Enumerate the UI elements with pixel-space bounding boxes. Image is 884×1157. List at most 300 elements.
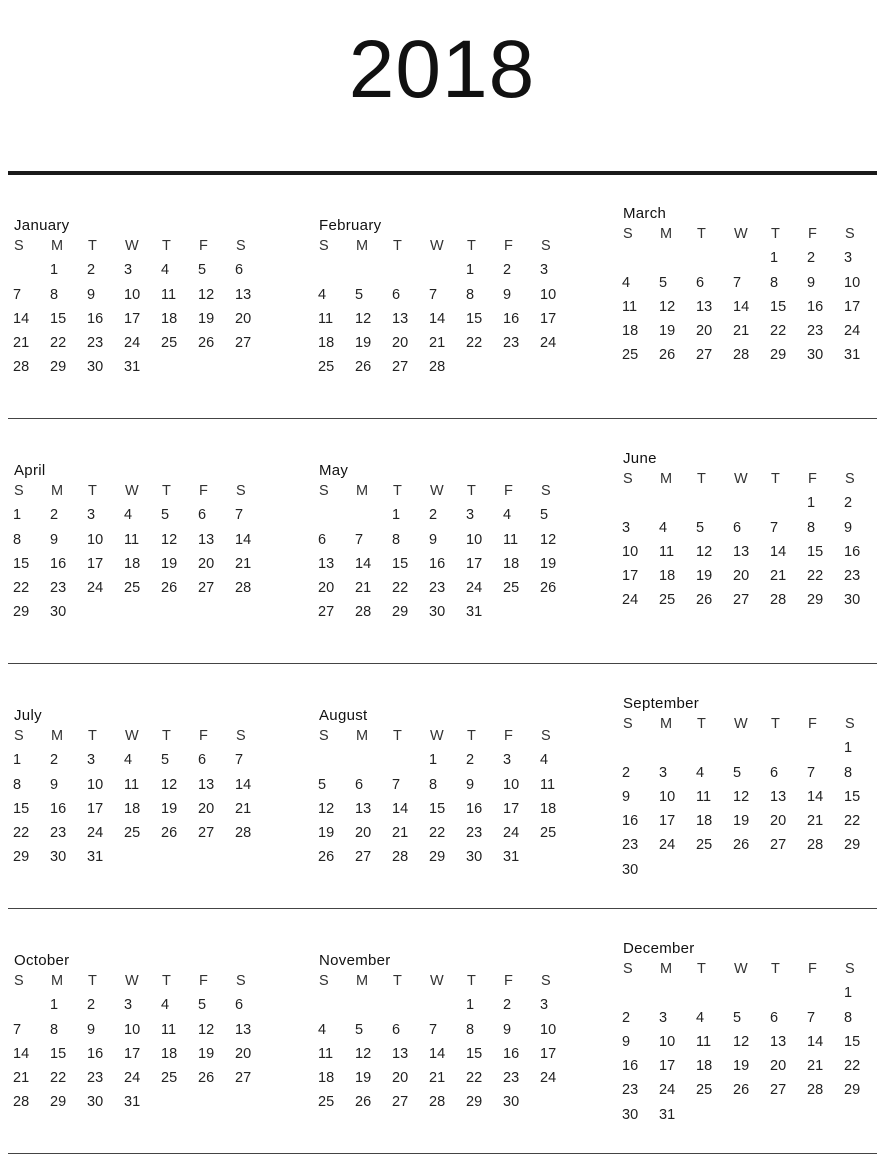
day-cell: 24 [659,837,676,854]
week-row [13,308,263,332]
week-row [622,1007,872,1031]
day-cell: 24 [124,335,141,352]
day-cell: 17 [87,800,104,817]
month-october [13,952,263,1116]
week-row [622,982,872,1006]
weekday-label: S [14,973,24,989]
day-cell: 23 [844,568,861,585]
day-cell: 16 [87,1045,104,1062]
weekday-label: W [125,238,139,254]
weekday-label: F [504,238,513,254]
day-cell: 12 [696,543,713,560]
day-cell: 2 [87,997,96,1014]
week-row [318,308,568,332]
day-cell: 25 [696,1082,713,1099]
week-row [318,284,568,308]
day-cell: 15 [466,1045,483,1062]
weekday-label: M [356,973,369,989]
day-cell: 20 [392,1070,409,1087]
day-cell: 30 [622,1106,639,1123]
day-cell: 21 [235,800,252,817]
day-cell: 19 [733,1058,750,1075]
weekday-header [318,235,568,259]
weekday-label: M [660,716,673,732]
day-cell: 10 [844,274,861,291]
month-july [13,707,263,871]
week-row [622,786,872,810]
day-cell: 28 [429,359,446,376]
month-may [318,462,568,626]
week-row [318,822,568,846]
day-cell: 19 [161,555,178,572]
week-row [622,1055,872,1079]
day-cell: 18 [696,1058,713,1075]
day-cell: 9 [50,776,59,793]
day-cell: 18 [124,555,141,572]
week-row [318,553,568,577]
day-cell: 7 [770,519,779,536]
weekday-header [622,223,872,247]
day-cell: 29 [13,604,30,621]
weekday-header [13,725,263,749]
day-cell: 18 [124,800,141,817]
weekday-label: S [319,973,329,989]
week-row [318,1091,568,1115]
day-cell: 28 [392,849,409,866]
day-cell: 17 [622,568,639,585]
day-cell: 2 [622,1009,631,1026]
day-cell: 15 [770,298,787,315]
weekday-label: F [504,728,513,744]
month-november [318,952,568,1116]
day-cell: 22 [466,335,483,352]
weekday-label: F [808,226,817,242]
day-cell: 4 [161,262,170,279]
weekday-label: S [541,973,551,989]
month-name: December [623,940,695,957]
day-cell: 10 [87,776,104,793]
day-cell: 17 [87,555,104,572]
day-cell: 30 [503,1094,520,1111]
day-cell: 6 [355,776,364,793]
day-cell: 14 [807,788,824,805]
day-cell: 3 [503,752,512,769]
day-cell: 4 [318,286,327,303]
weekday-header [318,725,568,749]
day-cell: 13 [235,286,252,303]
weekday-label: M [51,238,64,254]
day-cell: 8 [770,274,779,291]
day-cell: 11 [622,298,638,315]
day-cell: 11 [161,1021,177,1038]
day-cell: 21 [392,825,409,842]
day-cell: 7 [429,286,438,303]
day-cell: 4 [318,1021,327,1038]
day-cell: 19 [355,335,372,352]
weekday-label: T [393,238,402,254]
day-cell: 3 [844,250,853,267]
day-cell: 2 [50,507,59,524]
month-june [622,450,872,614]
day-cell: 20 [392,335,409,352]
day-cell: 24 [124,1070,141,1087]
day-cell: 7 [13,286,22,303]
month-february [318,217,568,381]
day-cell: 9 [50,531,59,548]
week-row [622,810,872,834]
title-divider [8,171,877,175]
day-cell: 30 [844,592,861,609]
day-cell: 31 [503,849,520,866]
day-cell: 29 [50,1094,67,1111]
day-cell: 26 [733,1082,750,1099]
month-name: June [623,450,657,467]
day-cell: 7 [13,1021,22,1038]
weekday-label: S [236,483,246,499]
day-cell: 13 [392,310,409,327]
weekday-label: S [14,238,24,254]
weekday-header [13,235,263,259]
day-cell: 13 [198,531,215,548]
day-cell: 22 [770,323,787,340]
weekday-label: S [14,728,24,744]
day-cell: 6 [696,274,705,291]
day-cell: 30 [50,604,67,621]
weekday-label: T [162,728,171,744]
day-cell: 16 [503,1045,520,1062]
month-august [318,707,568,871]
day-cell: 1 [466,997,475,1014]
day-cell: 29 [844,837,861,854]
day-cell: 4 [622,274,631,291]
day-cell: 8 [466,1021,475,1038]
weekday-label: T [697,716,706,732]
day-cell: 22 [13,580,30,597]
week-row [318,529,568,553]
day-cell: 5 [733,1009,742,1026]
week-row [622,859,872,883]
day-cell: 13 [235,1021,252,1038]
week-row [13,529,263,553]
day-cell: 29 [50,359,67,376]
weekday-label: T [162,483,171,499]
day-cell: 4 [161,997,170,1014]
day-cell: 2 [503,262,512,279]
day-cell: 5 [355,286,364,303]
week-row [13,1043,263,1067]
day-cell: 4 [124,507,133,524]
day-cell: 14 [807,1033,824,1050]
day-cell: 24 [844,323,861,340]
day-cell: 4 [124,752,133,769]
day-cell: 15 [392,555,409,572]
weekday-label: W [125,973,139,989]
day-cell: 13 [733,543,750,560]
day-cell: 23 [466,825,483,842]
month-name: May [319,462,349,479]
day-cell: 31 [124,359,141,376]
weekday-label: M [660,961,673,977]
day-cell: 4 [659,519,668,536]
day-cell: 13 [392,1045,409,1062]
day-cell: 30 [807,347,824,364]
weekday-label: F [808,961,817,977]
day-cell: 2 [807,250,816,267]
day-cell: 12 [161,776,178,793]
day-cell: 27 [235,1070,252,1087]
weekday-label: W [430,238,444,254]
day-cell: 12 [161,531,178,548]
day-cell: 6 [235,997,244,1014]
weekday-label: W [734,961,748,977]
day-cell: 23 [429,580,446,597]
weekday-label: W [734,716,748,732]
day-cell: 18 [503,555,520,572]
day-cell: 17 [124,310,141,327]
weekday-label: T [393,483,402,499]
day-cell: 12 [733,1033,750,1050]
day-cell: 8 [844,1009,853,1026]
day-cell: 24 [87,580,104,597]
day-cell: 15 [807,543,824,560]
day-cell: 8 [50,286,59,303]
day-cell: 8 [807,519,816,536]
day-cell: 5 [659,274,668,291]
month-march [622,205,872,369]
month-name: March [623,205,667,222]
day-cell: 12 [659,298,676,315]
month-september [622,695,872,883]
day-cell: 4 [696,1009,705,1026]
day-cell: 14 [13,310,30,327]
day-cell: 19 [659,323,676,340]
day-cell: 3 [87,507,96,524]
day-cell: 11 [124,531,140,548]
week-row [622,589,872,613]
day-cell: 25 [659,592,676,609]
day-cell: 28 [235,580,252,597]
day-cell: 4 [503,507,512,524]
week-row [622,541,872,565]
day-cell: 30 [429,604,446,621]
day-cell: 24 [540,1070,557,1087]
day-cell: 26 [161,580,178,597]
weekday-header [622,713,872,737]
week-row [13,798,263,822]
weekday-label: T [88,483,97,499]
row-divider [8,1153,877,1154]
week-row [13,846,263,870]
day-cell: 8 [844,764,853,781]
day-cell: 30 [87,359,104,376]
day-cell: 29 [429,849,446,866]
day-cell: 15 [429,800,446,817]
week-row [318,577,568,601]
day-cell: 1 [429,752,438,769]
day-cell: 6 [318,531,327,548]
month-april [13,462,263,626]
weekday-label: W [430,973,444,989]
day-cell: 26 [198,1070,215,1087]
weekday-label: W [430,728,444,744]
day-cell: 9 [503,286,512,303]
day-cell: 27 [355,849,372,866]
weekday-label: M [356,238,369,254]
day-cell: 10 [87,531,104,548]
day-cell: 31 [466,604,483,621]
day-cell: 17 [659,813,676,830]
weekday-label: T [467,483,476,499]
day-cell: 12 [318,800,335,817]
week-row [13,749,263,773]
day-cell: 1 [844,740,853,757]
week-row [622,492,872,516]
day-cell: 10 [659,1033,676,1050]
day-cell: 14 [429,1045,446,1062]
day-cell: 14 [770,543,787,560]
day-cell: 29 [466,1094,483,1111]
day-cell: 1 [392,507,401,524]
day-cell: 29 [844,1082,861,1099]
day-cell: 17 [659,1058,676,1075]
weekday-label: S [623,961,633,977]
week-row [622,1031,872,1055]
day-cell: 14 [13,1045,30,1062]
day-cell: 27 [770,1082,787,1099]
day-cell: 30 [622,861,639,878]
day-cell: 13 [770,1033,787,1050]
month-name: November [319,952,391,969]
weekday-label: M [660,226,673,242]
day-cell: 10 [659,788,676,805]
day-cell: 25 [540,825,557,842]
year-title: 2018 [348,24,536,115]
week-row [318,1067,568,1091]
day-cell: 19 [540,555,557,572]
day-cell: 16 [622,1058,639,1075]
week-row [13,504,263,528]
day-cell: 14 [355,555,372,572]
day-cell: 4 [696,764,705,781]
day-cell: 26 [355,359,372,376]
day-cell: 25 [124,580,141,597]
day-cell: 2 [844,495,853,512]
day-cell: 7 [235,507,244,524]
day-cell: 22 [466,1070,483,1087]
day-cell: 26 [198,335,215,352]
day-cell: 10 [124,286,141,303]
day-cell: 29 [807,592,824,609]
day-cell: 24 [466,580,483,597]
weekday-label: S [623,716,633,732]
weekday-label: M [51,973,64,989]
day-cell: 21 [807,1058,824,1075]
day-cell: 3 [659,1009,668,1026]
weekday-label: S [623,226,633,242]
day-cell: 6 [198,507,207,524]
day-cell: 6 [198,752,207,769]
day-cell: 1 [466,262,475,279]
day-cell: 29 [13,849,30,866]
day-cell: 13 [355,800,372,817]
week-row [622,834,872,858]
day-cell: 28 [770,592,787,609]
day-cell: 25 [161,335,178,352]
weekday-header [622,468,872,492]
week-row [13,822,263,846]
day-cell: 11 [503,531,519,548]
week-row [622,320,872,344]
day-cell: 22 [13,825,30,842]
week-row [13,1019,263,1043]
day-cell: 15 [50,1045,67,1062]
day-cell: 3 [124,262,133,279]
day-cell: 27 [392,359,409,376]
day-cell: 21 [429,335,446,352]
day-cell: 20 [235,1045,252,1062]
day-cell: 1 [13,752,22,769]
day-cell: 2 [429,507,438,524]
day-cell: 9 [622,788,631,805]
weekday-label: T [697,471,706,487]
week-row [13,601,263,625]
day-cell: 13 [696,298,713,315]
day-cell: 21 [733,323,750,340]
day-cell: 14 [733,298,750,315]
day-cell: 16 [429,555,446,572]
day-cell: 12 [198,1021,215,1038]
day-cell: 28 [733,347,750,364]
day-cell: 19 [733,813,750,830]
day-cell: 19 [198,310,215,327]
weekday-label: S [845,716,855,732]
weekday-label: T [697,226,706,242]
day-cell: 22 [844,813,861,830]
day-cell: 21 [13,1070,30,1087]
day-cell: 11 [696,1033,712,1050]
day-cell: 16 [622,813,639,830]
day-cell: 23 [50,825,67,842]
day-cell: 11 [124,776,140,793]
week-row [13,553,263,577]
day-cell: 25 [161,1070,178,1087]
day-cell: 24 [87,825,104,842]
day-cell: 26 [733,837,750,854]
weekday-label: F [808,716,817,732]
weekday-label: W [430,483,444,499]
week-row [318,1019,568,1043]
day-cell: 7 [355,531,364,548]
day-cell: 16 [844,543,861,560]
week-row [13,577,263,601]
weekday-label: S [541,238,551,254]
day-cell: 1 [770,250,779,267]
day-cell: 6 [770,1009,779,1026]
day-cell: 27 [235,335,252,352]
row-divider [8,663,877,664]
day-cell: 9 [429,531,438,548]
day-cell: 18 [161,310,178,327]
week-row [13,994,263,1018]
day-cell: 21 [429,1070,446,1087]
weekday-label: W [734,471,748,487]
day-cell: 2 [50,752,59,769]
day-cell: 25 [124,825,141,842]
day-cell: 10 [124,1021,141,1038]
day-cell: 3 [466,507,475,524]
day-cell: 9 [807,274,816,291]
day-cell: 14 [235,531,252,548]
